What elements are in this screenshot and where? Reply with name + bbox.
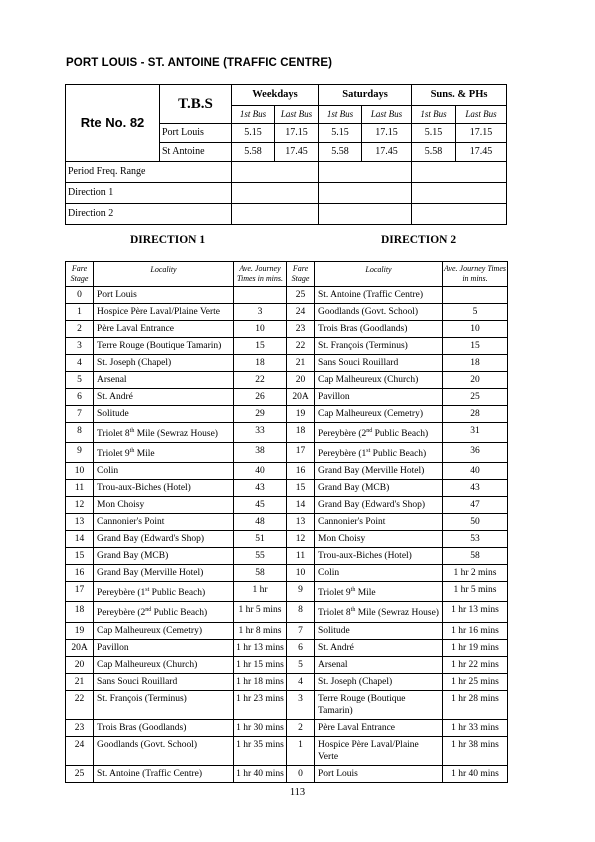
journey-time-cell: 25: [443, 389, 508, 406]
tbs-label: T.B.S: [160, 85, 232, 124]
locality-cell: Pereybère (1st Public Beach): [315, 443, 443, 463]
fare-stage-cell: 2: [287, 719, 315, 736]
time-cell: 5.58: [412, 143, 456, 162]
fare-stage-cell: 10: [66, 463, 94, 480]
direction-2-label: Direction 2: [66, 204, 232, 225]
time-cell: 5.15: [319, 124, 362, 143]
journey-time-cell: 40: [443, 463, 508, 480]
fare-stage-cell: 9: [287, 582, 315, 602]
locality-cell: Colin: [315, 565, 443, 582]
journey-time-cell: 1 hr 22 mins: [443, 656, 508, 673]
time-cell: 5.15: [232, 124, 275, 143]
fare-stage-cell: 18: [287, 423, 315, 443]
fare-stage-cell: 12: [287, 531, 315, 548]
fare-stage-cell: 3: [66, 338, 94, 355]
fare-stage-cell: 18: [66, 602, 94, 622]
stage-row: [66, 673, 508, 690]
locality-cell: Hospice Père Laval/Plaine Verte: [315, 736, 443, 765]
fare-stage-cell: 22: [66, 690, 94, 719]
fare-stage-cell: 9: [66, 443, 94, 463]
schedule-table: [65, 84, 507, 225]
fare-stage-header: Fare Stage: [66, 262, 94, 287]
locality-cell: Grand Bay (Edward's Shop): [94, 531, 234, 548]
stage-row: [66, 565, 508, 582]
locality-cell: Solitude: [315, 622, 443, 639]
first-bus-header: 1st Bus: [412, 106, 456, 124]
locality-cell: Triolet 8th Mile (Sewraz House): [94, 423, 234, 443]
locality-cell: Trou-aux-Biches (Hotel): [94, 480, 234, 497]
locality-cell: Grand Bay (Merville Hotel): [94, 565, 234, 582]
locality-cell: Cap Malheureux (Cemetry): [94, 622, 234, 639]
journey-time-cell: 18: [443, 355, 508, 372]
stage-row: [66, 423, 508, 443]
fare-stage-header: Fare Stage: [287, 262, 315, 287]
journey-time-cell: 1 hr 40 mins: [443, 765, 508, 782]
time-cell: 17.45: [456, 143, 507, 162]
fare-stage-cell: 5: [287, 656, 315, 673]
fare-stage-cell: 7: [287, 622, 315, 639]
journey-time-cell: 1 hr 5 mins: [234, 602, 287, 622]
locality-cell: St. François (Terminus): [315, 338, 443, 355]
journey-time-cell: 1 hr 19 mins: [443, 639, 508, 656]
time-cell: 17.15: [275, 124, 319, 143]
journey-time-cell: 43: [234, 480, 287, 497]
journey-time-cell: 45: [234, 497, 287, 514]
time-cell: 5.58: [319, 143, 362, 162]
journey-time-cell: 1 hr 2 mins: [443, 565, 508, 582]
stop-name: Port Louis: [160, 124, 232, 143]
fare-stage-cell: 11: [66, 480, 94, 497]
locality-cell: St. Joseph (Chapel): [315, 673, 443, 690]
fare-stage-cell: 1: [66, 304, 94, 321]
locality-cell: Pereybère (2nd Public Beach): [94, 602, 234, 622]
locality-cell: Sans Souci Rouillard: [94, 673, 234, 690]
journey-time-cell: 53: [443, 531, 508, 548]
locality-cell: Grand Bay (MCB): [94, 548, 234, 565]
journey-time-cell: 38: [234, 443, 287, 463]
journey-time-cell: 36: [443, 443, 508, 463]
journey-time-cell: 18: [234, 355, 287, 372]
journey-time-cell: 1 hr 13 mins: [234, 639, 287, 656]
journey-time-cell: 1 hr 40 mins: [234, 765, 287, 782]
stage-row: [66, 372, 508, 389]
stage-row: [66, 548, 508, 565]
locality-cell: Colin: [94, 463, 234, 480]
journey-time-cell: 1 hr 13 mins: [443, 602, 508, 622]
fare-stage-cell: 5: [66, 372, 94, 389]
journey-time-cell: [443, 287, 508, 304]
fare-stage-cell: 17: [287, 443, 315, 463]
locality-cell: Goodlands (Govt. School): [94, 736, 234, 765]
locality-cell: St. Joseph (Chapel): [94, 355, 234, 372]
fare-stage-cell: 24: [287, 304, 315, 321]
journey-time-cell: 26: [234, 389, 287, 406]
stage-row: [66, 531, 508, 548]
locality-cell: Sans Souci Rouillard: [315, 355, 443, 372]
last-bus-header: Last Bus: [275, 106, 319, 124]
last-bus-header: Last Bus: [362, 106, 412, 124]
time-cell: 17.45: [275, 143, 319, 162]
journey-time-cell: 20: [443, 372, 508, 389]
locality-cell: Pavillon: [94, 639, 234, 656]
fare-stage-cell: 12: [66, 497, 94, 514]
fare-stage-cell: 11: [287, 548, 315, 565]
stage-row: [66, 443, 508, 463]
fare-stage-cell: 0: [66, 287, 94, 304]
fare-stage-cell: 19: [287, 406, 315, 423]
fare-stage-cell: 6: [287, 639, 315, 656]
sundays-header: Suns. & PHs: [412, 85, 507, 106]
locality-cell: Cap Malheureux (Church): [315, 372, 443, 389]
fare-stage-cell: 14: [66, 531, 94, 548]
journey-time-cell: 55: [234, 548, 287, 565]
journey-time-header: Ave. Journey Times in mins.: [234, 262, 287, 287]
stage-row: [66, 690, 508, 719]
journey-time-cell: 1 hr 18 mins: [234, 673, 287, 690]
journey-time-cell: 3: [234, 304, 287, 321]
locality-cell: Cannonier's Point: [94, 514, 234, 531]
fare-stage-cell: 25: [287, 287, 315, 304]
direction-1-label: Direction 1: [66, 183, 232, 204]
stage-row: [66, 765, 508, 782]
stage-row: [66, 304, 508, 321]
route-title: PORT LOUIS - ST. ANTOINE (TRAFFIC CENTRE): [66, 57, 333, 69]
stage-row: [66, 287, 508, 304]
stage-row: [66, 355, 508, 372]
journey-time-header: Ave. Journey Times in mins.: [443, 262, 508, 287]
stage-row: [66, 514, 508, 531]
locality-cell: Père Laval Entrance: [94, 321, 234, 338]
journey-time-cell: 31: [443, 423, 508, 443]
fare-stage-cell: 22: [287, 338, 315, 355]
first-bus-header: 1st Bus: [232, 106, 275, 124]
fare-stage-cell: 21: [287, 355, 315, 372]
locality-cell: Grand Bay (Edward's Shop): [315, 497, 443, 514]
journey-time-cell: 1 hr 5 mins: [443, 582, 508, 602]
fare-stage-cell: 13: [66, 514, 94, 531]
locality-cell: Hospice Père Laval/Plaine Verte: [94, 304, 234, 321]
journey-time-cell: 1 hr 35 mins: [234, 736, 287, 765]
stage-row: [66, 338, 508, 355]
journey-time-cell: 1 hr: [234, 582, 287, 602]
saturdays-header: Saturdays: [319, 85, 412, 106]
stop-name: St Antoine: [160, 143, 232, 162]
stage-row: [66, 639, 508, 656]
time-cell: 5.58: [232, 143, 275, 162]
locality-cell: St. André: [315, 639, 443, 656]
page-number: 113: [289, 787, 306, 798]
fare-stage-cell: 20A: [287, 389, 315, 406]
fare-stage-cell: 4: [287, 673, 315, 690]
locality-cell: Port Louis: [94, 287, 234, 304]
journey-time-cell: 47: [443, 497, 508, 514]
locality-cell: Terre Rouge (Boutique Tamarin): [94, 338, 234, 355]
fare-stage-cell: 21: [66, 673, 94, 690]
fare-stage-cell: 8: [66, 423, 94, 443]
locality-cell: Triolet 8th Mile (Sewraz House): [315, 602, 443, 622]
fare-stage-cell: 3: [287, 690, 315, 719]
journey-time-cell: 1 hr 25 mins: [443, 673, 508, 690]
locality-header: Locality: [94, 262, 234, 287]
fare-stage-cell: 16: [287, 463, 315, 480]
locality-cell: Trois Bras (Goodlands): [315, 321, 443, 338]
stage-row: [66, 622, 508, 639]
locality-cell: Grand Bay (Merville Hotel): [315, 463, 443, 480]
locality-cell: Mon Choisy: [94, 497, 234, 514]
locality-cell: Arsenal: [94, 372, 234, 389]
fare-stage-cell: 23: [287, 321, 315, 338]
fare-stage-cell: 2: [66, 321, 94, 338]
journey-time-cell: 15: [234, 338, 287, 355]
locality-cell: Trois Bras (Goodlands): [94, 719, 234, 736]
locality-cell: St. Antoine (Traffic Centre): [315, 287, 443, 304]
locality-cell: Mon Choisy: [315, 531, 443, 548]
fare-stage-cell: 4: [66, 355, 94, 372]
locality-header: Locality: [315, 262, 443, 287]
fare-stage-cell: 17: [66, 582, 94, 602]
journey-time-cell: 10: [234, 321, 287, 338]
journey-time-cell: 58: [234, 565, 287, 582]
locality-cell: Pereybère (1st Public Beach): [94, 582, 234, 602]
locality-cell: Grand Bay (MCB): [315, 480, 443, 497]
locality-cell: Solitude: [94, 406, 234, 423]
time-cell: 17.45: [362, 143, 412, 162]
last-bus-header: Last Bus: [456, 106, 507, 124]
journey-time-cell: 15: [443, 338, 508, 355]
fare-stage-cell: 6: [66, 389, 94, 406]
stage-row: [66, 719, 508, 736]
journey-time-cell: 1 hr 33 mins: [443, 719, 508, 736]
journey-time-cell: 58: [443, 548, 508, 565]
period-freq-label: Period Freq. Range: [66, 162, 232, 183]
time-cell: 5.15: [412, 124, 456, 143]
locality-cell: Cap Malheureux (Cemetry): [315, 406, 443, 423]
journey-time-cell: 1 hr 23 mins: [234, 690, 287, 719]
stage-row: [66, 389, 508, 406]
direction-1-title: DIRECTION 1: [130, 234, 206, 246]
journey-time-cell: 1 hr 8 mins: [234, 622, 287, 639]
fare-stage-cell: 10: [287, 565, 315, 582]
locality-cell: Père Laval Entrance: [315, 719, 443, 736]
locality-cell: St. André: [94, 389, 234, 406]
journey-time-cell: 48: [234, 514, 287, 531]
stage-row: [66, 736, 508, 765]
journey-time-cell: [234, 287, 287, 304]
fare-stage-cell: 1: [287, 736, 315, 765]
locality-cell: St. François (Terminus): [94, 690, 234, 719]
fare-stage-cell: 19: [66, 622, 94, 639]
locality-cell: Triolet 9th Mile: [94, 443, 234, 463]
route-number: Rte No. 82: [66, 85, 160, 162]
journey-time-cell: 43: [443, 480, 508, 497]
stage-row: [66, 497, 508, 514]
fare-stage-cell: 23: [66, 719, 94, 736]
fare-stage-cell: 24: [66, 736, 94, 765]
locality-cell: Triolet 9th Mile: [315, 582, 443, 602]
stage-row: [66, 463, 508, 480]
stage-row: [66, 406, 508, 423]
fare-stage-cell: 15: [287, 480, 315, 497]
journey-time-cell: 1 hr 16 mins: [443, 622, 508, 639]
weekdays-header: Weekdays: [232, 85, 319, 106]
locality-cell: Port Louis: [315, 765, 443, 782]
fare-stage-cell: 14: [287, 497, 315, 514]
journey-time-cell: 50: [443, 514, 508, 531]
journey-time-cell: 1 hr 38 mins: [443, 736, 508, 765]
journey-time-cell: 1 hr 28 mins: [443, 690, 508, 719]
fare-stage-cell: 25: [66, 765, 94, 782]
journey-time-cell: 51: [234, 531, 287, 548]
locality-cell: St. Antoine (Traffic Centre): [94, 765, 234, 782]
stage-row: [66, 582, 508, 602]
time-cell: 17.15: [362, 124, 412, 143]
fare-stage-cell: 13: [287, 514, 315, 531]
locality-cell: Terre Rouge (Boutique Tamarin): [315, 690, 443, 719]
locality-cell: Arsenal: [315, 656, 443, 673]
direction-2-title: DIRECTION 2: [381, 234, 457, 246]
fare-stage-cell: 8: [287, 602, 315, 622]
fare-stage-table: [65, 261, 508, 783]
journey-time-cell: 5: [443, 304, 508, 321]
journey-time-cell: 33: [234, 423, 287, 443]
fare-stage-cell: 20: [287, 372, 315, 389]
journey-time-cell: 22: [234, 372, 287, 389]
fare-stage-cell: 7: [66, 406, 94, 423]
stage-row: [66, 321, 508, 338]
fare-stage-cell: 16: [66, 565, 94, 582]
locality-cell: Cannonier's Point: [315, 514, 443, 531]
first-bus-header: 1st Bus: [319, 106, 362, 124]
fare-stage-cell: 15: [66, 548, 94, 565]
locality-cell: Trou-aux-Biches (Hotel): [315, 548, 443, 565]
fare-stage-cell: 0: [287, 765, 315, 782]
locality-cell: Goodlands (Govt. School): [315, 304, 443, 321]
journey-time-cell: 10: [443, 321, 508, 338]
journey-time-cell: 1 hr 30 mins: [234, 719, 287, 736]
fare-stage-cell: 20A: [66, 639, 94, 656]
stage-row: [66, 602, 508, 622]
locality-cell: Pavillon: [315, 389, 443, 406]
journey-time-cell: 40: [234, 463, 287, 480]
locality-cell: Pereybère (2nd Public Beach): [315, 423, 443, 443]
fare-stage-cell: 20: [66, 656, 94, 673]
stage-row: [66, 480, 508, 497]
stage-row: [66, 656, 508, 673]
journey-time-cell: 28: [443, 406, 508, 423]
journey-time-cell: 1 hr 15 mins: [234, 656, 287, 673]
locality-cell: Cap Malheureux (Church): [94, 656, 234, 673]
journey-time-cell: 29: [234, 406, 287, 423]
time-cell: 17.15: [456, 124, 507, 143]
